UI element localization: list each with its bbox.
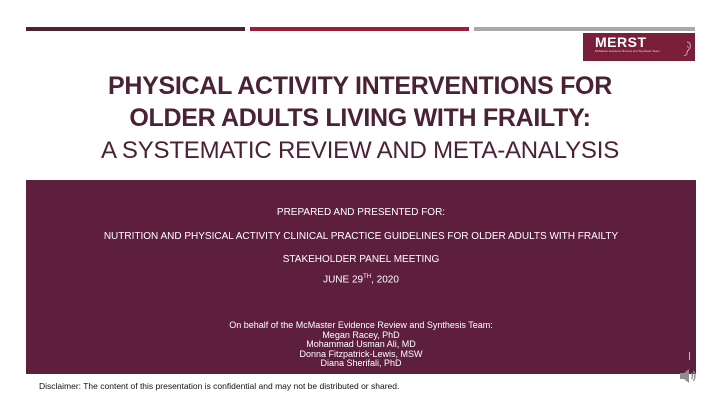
authors-block [26, 321, 696, 369]
logo-subtext: McMaster Evidence Review and Synthesis Team [595, 49, 660, 53]
date-suffix: , 2020 [371, 274, 399, 286]
speaker-icon[interactable] [678, 366, 698, 386]
info-panel [26, 180, 696, 374]
ear-icon [682, 41, 692, 57]
title-line-2: OLDER ADULTS LIVING WITH FRAILTY: [129, 104, 591, 132]
title-line-1: PHYSICAL ACTIVITY INTERVENTIONS FOR [108, 72, 612, 100]
date-prefix: JUNE 29 [323, 274, 364, 286]
author-name: Mohammad Usman Ali, MD [306, 339, 416, 349]
meeting-text: STAKEHOLDER PANEL MEETING [282, 254, 440, 265]
guidelines-text: NUTRITION AND PHYSICAL ACTIVITY CLINICAL PRACTICE GUIDELINES FOR OLDER ADULTS WITH FRAILTY [103, 231, 619, 242]
merst-logo [583, 33, 695, 61]
behalf-text: On behalf of the McMaster Evidence Review and Synthesis Team: [229, 320, 493, 330]
logo-text: MERST [595, 34, 647, 50]
author-name: Diana Sherifali, PhD [320, 358, 402, 368]
subtitle: A SYSTEMATIC REVIEW AND META-ANALYSIS [100, 137, 620, 164]
slide-marker [689, 352, 690, 360]
author-name: Donna Fitzpatrick-Lewis, MSW [299, 348, 423, 359]
date-superscript: TH [363, 274, 372, 280]
disclaimer-text: Disclaimer: The content of this presentation is confidential and may not be distributed or shared. [39, 381, 400, 391]
accent-bar-gray [474, 27, 695, 31]
accent-bar-red [250, 27, 469, 31]
author-name: Megan Racey, PhD [322, 329, 400, 340]
accent-bar-dark [26, 27, 245, 31]
meeting-date [26, 274, 696, 285]
prepared-for-text: PREPARED AND PRESENTED FOR: [276, 207, 446, 218]
